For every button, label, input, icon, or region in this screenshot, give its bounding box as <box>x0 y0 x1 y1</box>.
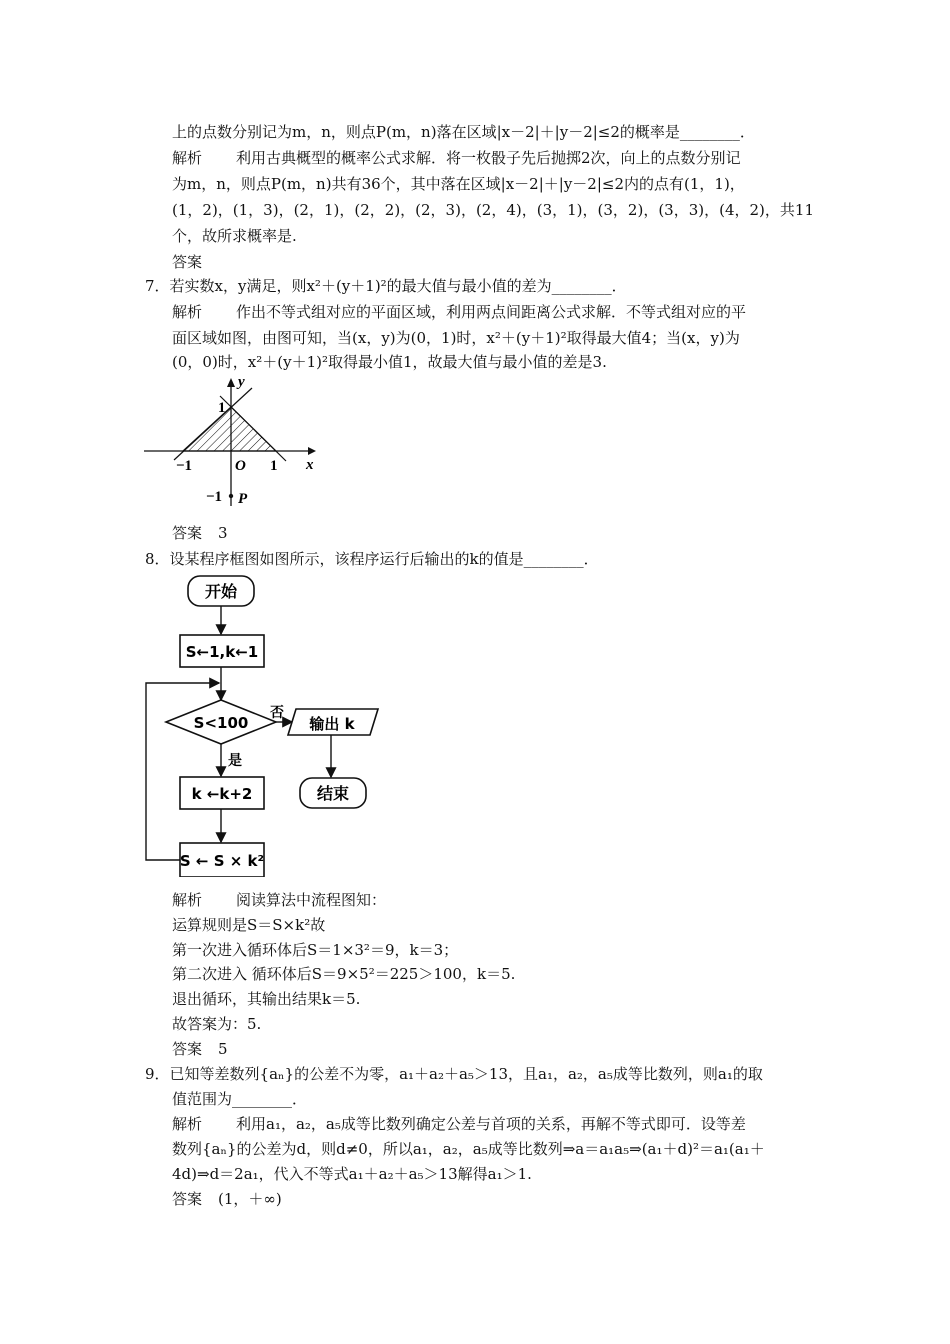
answer-value: (1，＋∞) <box>218 1190 282 1208</box>
point-p <box>229 494 233 498</box>
analysis-text: 利用古典概型的概率公式求解．将一枚骰子先后抛掷2次，向上的点数分别记 <box>236 149 741 167</box>
q8-answer <box>172 1039 228 1059</box>
tick-x-neg1: −1 <box>176 458 193 474</box>
q8-analysis-line-4: 第二次进入 循环体后S＝9×5²＝225＞100，k＝5. <box>172 965 516 983</box>
q9-analysis-line-2: 数列{aₙ}的公差为d，则d≠0，所以a₁，a₂，a₅成等比数列⇒a＝a₁a₅⇒(a₁＋d)²＝a₁(a₁＋ <box>172 1140 765 1158</box>
flow-yes-label: 是 <box>228 753 242 769</box>
q9-stem-line-2: 值范围为________． <box>172 1090 308 1108</box>
q6-analysis-line-1 <box>172 148 741 168</box>
q9-analysis-line-1 <box>172 1114 746 1134</box>
q8-flowchart <box>140 572 390 877</box>
q6-analysis-line-2: 为m，n，则点P(m，n)共有36个，其中落在区域|x－2|＋|y－2|≤2内的点有(1，1)， <box>172 175 745 193</box>
flow-step-k-label: k ←k+2 <box>191 785 253 803</box>
answer-value: 3 <box>218 524 228 542</box>
q7-region-graph <box>140 372 330 512</box>
q9-answer <box>172 1189 282 1209</box>
analysis-label: 解析 <box>172 1115 203 1133</box>
origin-label: O <box>235 458 246 474</box>
analysis-label: 解析 <box>172 891 203 909</box>
q8-analysis-line-3: 第一次进入循环体后S＝1×3²＝9，k＝3； <box>172 941 459 959</box>
q8-stem: 8．设某程序框图如图所示，该程序运行后输出的k的值是________． <box>145 550 599 568</box>
answer-label: 答案 <box>172 253 203 271</box>
tick-y-neg1: −1 <box>206 489 223 505</box>
q7-analysis-line-3: (0，0)时，x²＋(y＋1)²取得最小值1，故最大值与最小值的差是3. <box>172 353 607 371</box>
x-axis-arrow <box>308 447 316 455</box>
answer-label: 答案 <box>172 1190 203 1208</box>
analysis-label: 解析 <box>172 303 203 321</box>
q6-stem-line: 上的点数分别记为m，n，则点P(m，n)落在区域|x－2|＋|y－2|≤2的概率是________． <box>172 123 755 141</box>
x-axis-label: x <box>306 457 314 473</box>
flow-output-label: 输出 k <box>309 715 355 733</box>
tick-x-1: 1 <box>270 458 278 474</box>
tick-y-1: 1 <box>218 400 226 416</box>
answer-value: 5 <box>218 1040 228 1058</box>
q8-analysis-line-6: 故答案为：5. <box>172 1015 262 1033</box>
flow-start-label: 开始 <box>204 582 238 601</box>
feasible-region <box>183 407 276 451</box>
flow-end-label: 结束 <box>316 784 350 803</box>
q7-answer <box>172 523 228 543</box>
y-axis-label: y <box>238 374 245 390</box>
q6-answer <box>172 252 202 272</box>
answer-label: 答案 <box>172 524 203 542</box>
flow-no-label: 否 <box>270 705 284 721</box>
q9-analysis-line-3: 4d)⇒d＝2a₁，代入不等式a₁＋a₂＋a₅＞13解得a₁＞1. <box>172 1165 532 1183</box>
q7-stem: 7．若实数x，y满足，则x²＋(y＋1)²的最大值与最小值的差为________． <box>145 277 627 295</box>
analysis-text: 利用a₁，a₂，a₅成等比数列确定公差与首项的关系，再解不等式即可．设等差 <box>236 1115 746 1133</box>
y-axis-arrow <box>227 378 235 387</box>
q6-analysis-line-4: 个，故所求概率是. <box>172 227 297 245</box>
analysis-label: 解析 <box>172 149 203 167</box>
answer-label: 答案 <box>172 1040 203 1058</box>
analysis-text: 作出不等式组对应的平面区域，利用两点间距离公式求解．不等式组对应的平 <box>236 303 747 321</box>
q6-analysis-line-3: (1，2)，(1，3)，(2，1)，(2，2)，(2，3)，(2，4)，(3，1)，(3，2)，(3，3)，(4，2)，共11 <box>172 201 814 219</box>
flow-step-s-label: S ← S × k² <box>179 852 265 870</box>
q7-analysis-line-1 <box>172 302 746 322</box>
analysis-text: 阅读算法中流程图知： <box>236 891 387 909</box>
point-p-label: P <box>238 491 248 507</box>
q7-analysis-line-2: 面区域如图，由图可知，当(x，y)为(0，1)时，x²＋(y＋1)²取得最大值4；当(x，y)为 <box>172 329 740 347</box>
q8-analysis-line-1 <box>172 890 386 910</box>
q8-analysis-line-2: 运算规则是S＝S×k²故 <box>172 916 326 934</box>
flow-condition-label: S<100 <box>193 714 249 732</box>
flow-init-label: S←1,k←1 <box>185 643 259 661</box>
q8-analysis-line-5: 退出循环，其输出结果k＝5. <box>172 990 361 1008</box>
q9-stem-line-1: 9．已知等差数列{aₙ}的公差不为零，a₁＋a₂＋a₅＞13，且a₁，a₂，a₅成等比数列，则a₁的取 <box>145 1065 763 1083</box>
